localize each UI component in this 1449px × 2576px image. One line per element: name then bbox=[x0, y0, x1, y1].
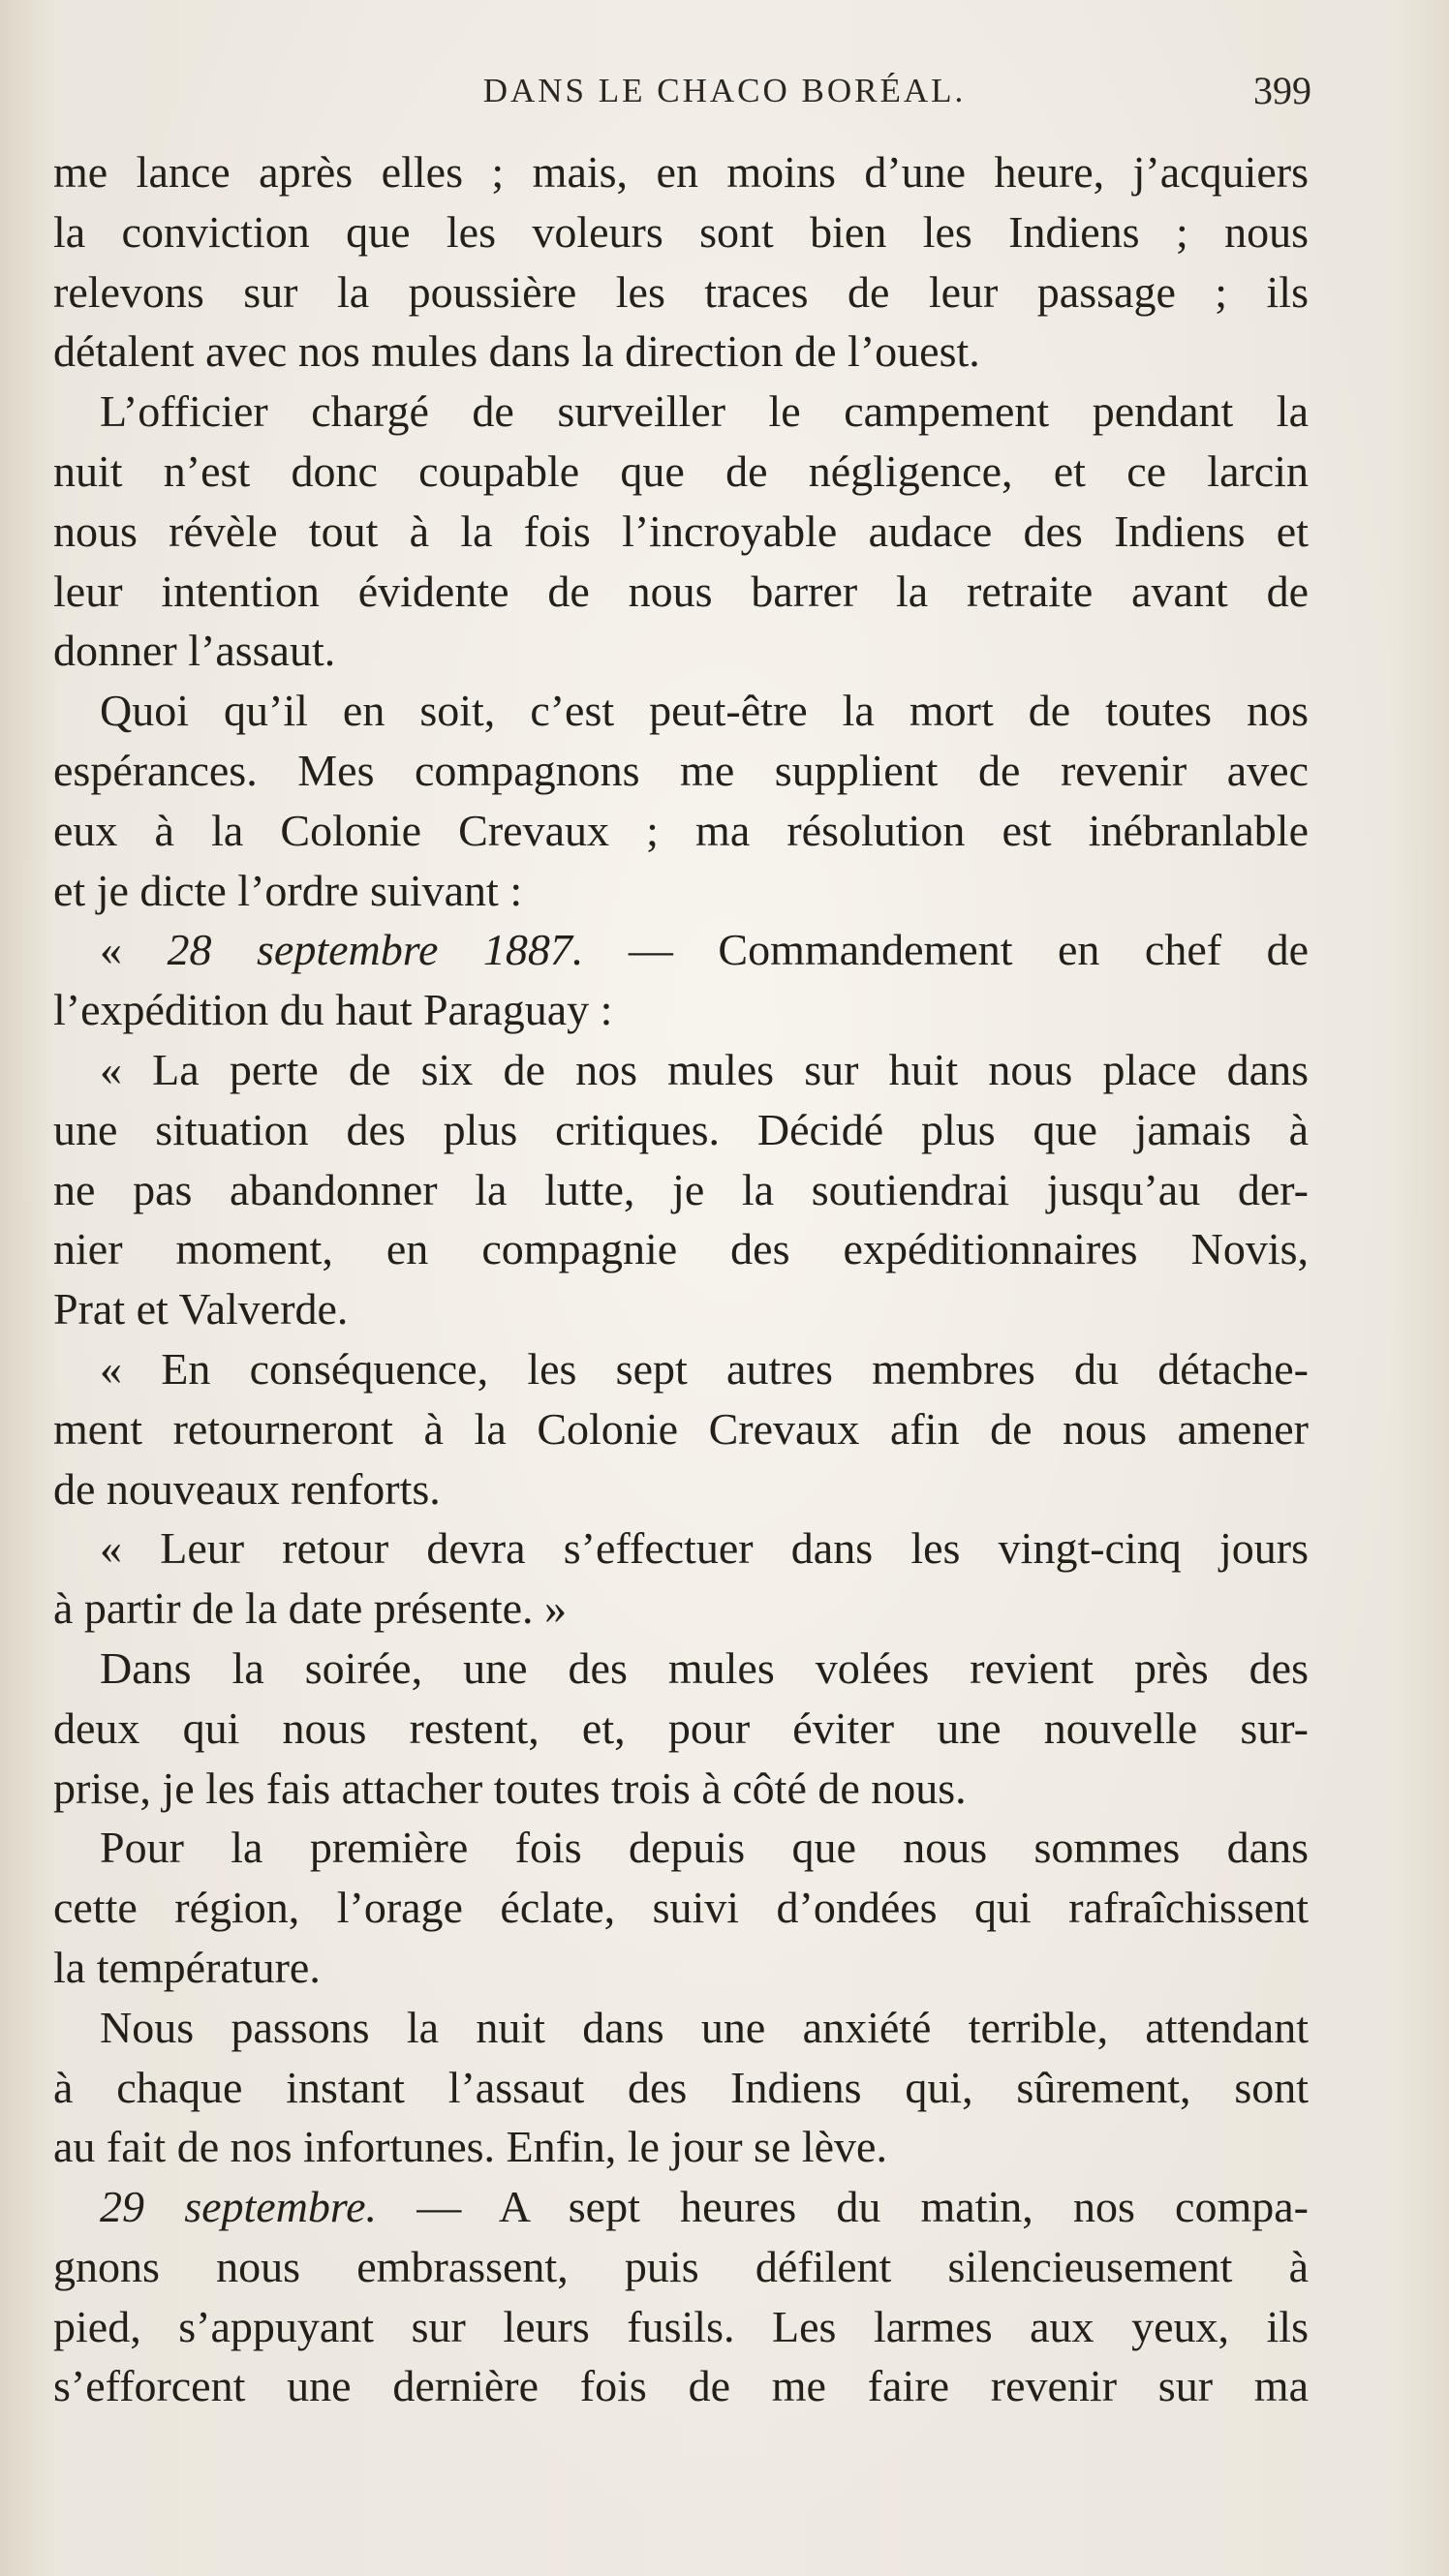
text-line: détalent avec nos mules dans la direction de l’ouest. bbox=[53, 326, 980, 377]
text-line: cette région, l’orage éclate, suivi d’ondées qui rafraîchissent bbox=[53, 1883, 1309, 1933]
text-line: « 28 septembre 1887. — Commandement en chef de bbox=[100, 925, 1309, 975]
text-line: pied, s’appuyant sur leurs fusils. Les larmes aux yeux, ils bbox=[53, 2301, 1309, 2351]
text-line: une situation des plus critiques. Décidé plus que jamais à bbox=[53, 1104, 1309, 1154]
text-line: ne pas abandonner la lutte, je la soutiendrai jusqu’au der- bbox=[53, 1164, 1309, 1214]
text-line: la conviction que les voleurs sont bien les Indiens ; nous bbox=[53, 206, 1309, 257]
text-line: Quoi qu’il en soit, c’est peut-être la mort de toutes nos bbox=[100, 686, 1309, 736]
text-line: s’efforcent une dernière fois de me faire revenir sur ma bbox=[53, 2361, 1309, 2411]
text-line: Pour la première fois depuis que nous sommes dans bbox=[100, 1823, 1309, 1873]
text-line: ment retourneront à la Colonie Crevaux afin de nous amener bbox=[53, 1403, 1309, 1454]
body-text bbox=[53, 142, 1309, 2416]
text-line: à chaque instant l’assaut des Indiens qui, sûrement, sont bbox=[53, 2062, 1309, 2112]
text-line: Prat et Valverde. bbox=[53, 1284, 349, 1334]
text-line: espérances. Mes compagnons me supplient de revenir avec bbox=[53, 745, 1309, 795]
text-line: Dans la soirée, une des mules volées revient près des bbox=[100, 1642, 1309, 1693]
text-line: « En conséquence, les sept autres membres du détache- bbox=[100, 1343, 1309, 1394]
text-line: la température. bbox=[53, 1942, 321, 1992]
text-line: et je dicte l’ordre suivant : bbox=[53, 865, 523, 915]
page-number: 399 bbox=[1253, 69, 1311, 112]
text-line: l’expédition du haut Paraguay : bbox=[53, 985, 613, 1035]
text-line: « La perte de six de nos mules sur huit nous place dans bbox=[100, 1044, 1309, 1094]
text-line: nier moment, en compagnie des expéditionnaires Novis, bbox=[53, 1224, 1309, 1274]
text-line: relevons sur la poussière les traces de leur passage ; ils bbox=[53, 266, 1309, 317]
text-line: nous révèle tout à la fois l’incroyable audace des Indiens et bbox=[53, 506, 1309, 556]
text-line: de nouveaux renforts. bbox=[53, 1463, 441, 1514]
text-line: donner l’assaut. bbox=[53, 626, 336, 676]
text-line: « Leur retour devra s’effectuer dans les vingt-cinq jours bbox=[100, 1523, 1309, 1574]
text-line: leur intention évidente de nous barrer la retraite avant de bbox=[53, 566, 1309, 616]
text-line: 29 septembre. — A sept heures du matin, nos compa- bbox=[100, 2182, 1309, 2232]
page-header bbox=[0, 68, 1449, 126]
text-line: à partir de la date présente. » bbox=[53, 1583, 568, 1634]
text-line: me lance après elles ; mais, en moins d’une heure, j’acquiers bbox=[53, 147, 1309, 197]
text-line: Nous passons la nuit dans une anxiété terrible, attendant bbox=[100, 2002, 1309, 2052]
text-line: au fait de nos infortunes. Enfin, le jour se lève. bbox=[53, 2122, 887, 2172]
text-line: L’officier chargé de surveiller le campement pendant la bbox=[100, 386, 1309, 437]
text-line: nuit n’est donc coupable que de négligence, et ce larcin bbox=[53, 445, 1309, 496]
text-line: gnons nous embrassent, puis défilent silencieusement à bbox=[53, 2241, 1309, 2291]
running-title: DANS LE CHACO BORÉAL. bbox=[482, 72, 967, 109]
text-line: eux à la Colonie Crevaux ; ma résolution est inébranlable bbox=[53, 805, 1309, 855]
text-line: prise, je les fais attacher toutes trois à côté de nous. bbox=[53, 1763, 967, 1813]
text-line: deux qui nous restent, et, pour éviter une nouvelle sur- bbox=[53, 1702, 1309, 1753]
